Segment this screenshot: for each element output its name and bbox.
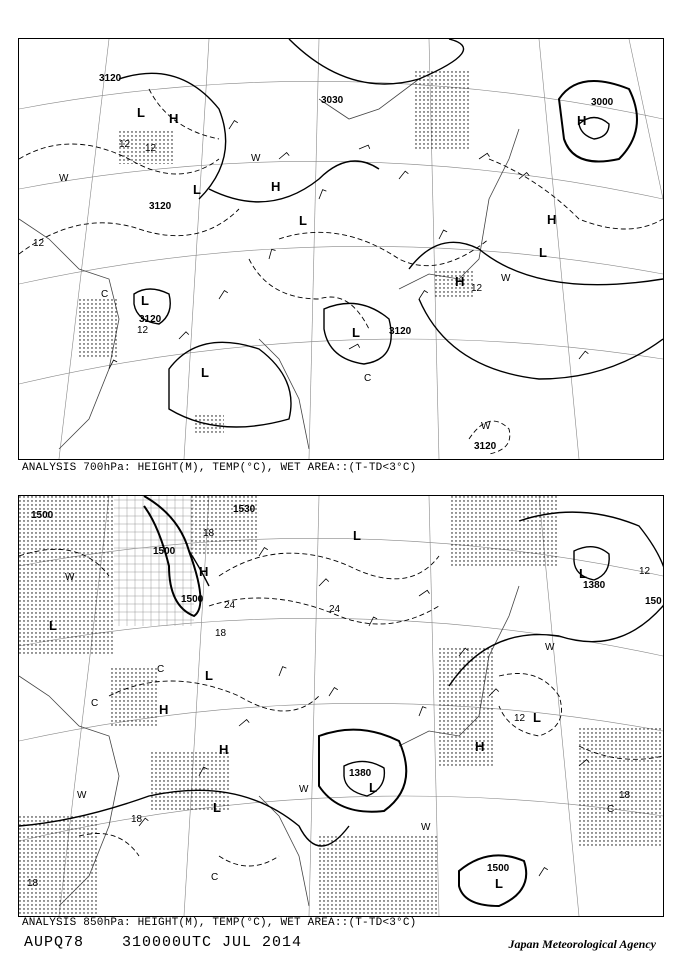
- low-symbol: L: [141, 293, 149, 308]
- temp-label: 12: [471, 283, 483, 294]
- wind-barb: [279, 153, 289, 159]
- height-label: 1530: [233, 504, 256, 515]
- low-symbol: L: [205, 668, 213, 683]
- cold-symbol: C: [211, 872, 219, 883]
- low-symbol: L: [49, 618, 57, 633]
- warm-symbol: W: [545, 642, 555, 653]
- low-symbol: L: [201, 365, 209, 380]
- high-symbol: H: [159, 702, 169, 717]
- wind-barb: [269, 249, 276, 259]
- wind-barb: [479, 153, 490, 159]
- wind-barb: [439, 230, 447, 239]
- height-label: 1500: [487, 863, 510, 874]
- low-symbol: L: [533, 710, 541, 725]
- height-label: 3120: [149, 201, 172, 212]
- high-symbol: H: [577, 113, 587, 128]
- warm-symbol: W: [421, 822, 431, 833]
- cold-symbol: C: [364, 373, 372, 384]
- height-label: 1380: [349, 768, 372, 779]
- low-symbol: L: [213, 800, 221, 815]
- temp-label: 24: [224, 600, 236, 611]
- warm-symbol: W: [65, 572, 75, 583]
- agency-name: Japan Meteorological Agency: [508, 937, 656, 951]
- height-label: 3030: [321, 95, 344, 106]
- height-label: 3120: [474, 441, 497, 452]
- wind-barb: [239, 720, 249, 726]
- wind-barb: [359, 145, 370, 149]
- wind-barb: [319, 579, 329, 586]
- low-symbol: L: [353, 528, 361, 543]
- wind-barb: [219, 291, 228, 299]
- station-plots: [139, 548, 589, 876]
- wind-barb: [179, 332, 189, 339]
- cold-symbol: C: [607, 804, 615, 815]
- caption-700hpa: ANALYSIS 700hPa: HEIGHT(M), TEMP(°C), WET AREA::(T-TD<3°C): [22, 462, 417, 474]
- low-symbol: L: [299, 213, 307, 228]
- wind-barb: [419, 291, 428, 299]
- warm-symbol: W: [501, 273, 511, 284]
- temp-label: 12: [33, 238, 45, 249]
- chart-850hpa: [18, 495, 664, 917]
- height-label: 3120: [389, 326, 412, 337]
- low-symbol: L: [579, 566, 587, 581]
- wind-barb: [259, 548, 268, 556]
- valid-time: 310000UTC JUL 2014: [122, 934, 303, 951]
- high-symbol: H: [271, 179, 281, 194]
- chart-700hpa: [18, 38, 664, 460]
- temp-label: 18: [619, 790, 631, 801]
- height-label: 1380: [583, 580, 606, 591]
- map-700hpa: [19, 39, 663, 459]
- height-labels: [99, 73, 614, 452]
- caption-850hpa: ANALYSIS 850hPa: HEIGHT(M), TEMP(°C), WET AREA::(T-TD<3°C): [22, 917, 417, 929]
- wind-barb: [319, 190, 326, 199]
- temp-label: 12: [137, 325, 149, 336]
- height-label: 1500: [153, 546, 176, 557]
- wind-barb: [579, 351, 588, 359]
- wind-barb: [419, 590, 430, 596]
- warm-symbol: W: [251, 153, 261, 164]
- height-label: 1500: [31, 510, 54, 521]
- low-symbol: L: [352, 325, 360, 340]
- wind-barb: [539, 868, 548, 876]
- cold-symbol: C: [157, 664, 165, 675]
- temp-label: 24: [329, 604, 341, 615]
- wind-barb: [349, 344, 360, 349]
- height-label: 3120: [139, 314, 162, 325]
- high-symbol: H: [547, 212, 557, 227]
- warm-symbol: W: [481, 421, 491, 432]
- low-symbol: L: [137, 105, 145, 120]
- high-symbol: H: [455, 274, 465, 289]
- wind-barb: [329, 688, 338, 696]
- warm-symbol: W: [77, 790, 87, 801]
- temp-label: 12: [119, 139, 131, 150]
- wind-barb: [229, 121, 238, 129]
- height-label: 150: [645, 596, 662, 607]
- height-label: 3120: [99, 73, 122, 84]
- high-symbol: H: [219, 742, 229, 757]
- temp-label: 12: [145, 143, 157, 154]
- height-label: 3000: [591, 97, 614, 108]
- wet-areas: [19, 496, 663, 916]
- warm-symbol: W: [59, 173, 69, 184]
- station-plots: [109, 121, 588, 369]
- temp-label: 18: [27, 878, 39, 889]
- temp-label: 18: [215, 628, 227, 639]
- wind-barb: [279, 667, 286, 676]
- wind-barb: [399, 171, 408, 179]
- low-symbol: L: [539, 245, 547, 260]
- temp-label: 12: [639, 566, 651, 577]
- cold-symbol: C: [91, 698, 99, 709]
- low-symbol: L: [193, 182, 201, 197]
- map-850hpa: [19, 496, 663, 916]
- chart-code: AUPQ78: [24, 934, 85, 951]
- wet-areas: [79, 69, 474, 434]
- temp-label: 18: [131, 814, 143, 825]
- temp-label: 12: [514, 713, 526, 724]
- warm-symbol: W: [299, 784, 309, 795]
- high-symbol: H: [169, 111, 179, 126]
- temp-label: 18: [203, 528, 215, 539]
- low-symbol: L: [495, 876, 503, 891]
- chart-identifier: [24, 934, 330, 951]
- cold-symbol: C: [101, 289, 109, 300]
- height-label: 1500: [181, 594, 204, 605]
- high-symbol: H: [199, 564, 209, 579]
- low-symbol: L: [369, 780, 377, 795]
- wind-barb: [419, 707, 426, 716]
- high-symbol: H: [475, 739, 485, 754]
- wind-barb: [369, 617, 377, 626]
